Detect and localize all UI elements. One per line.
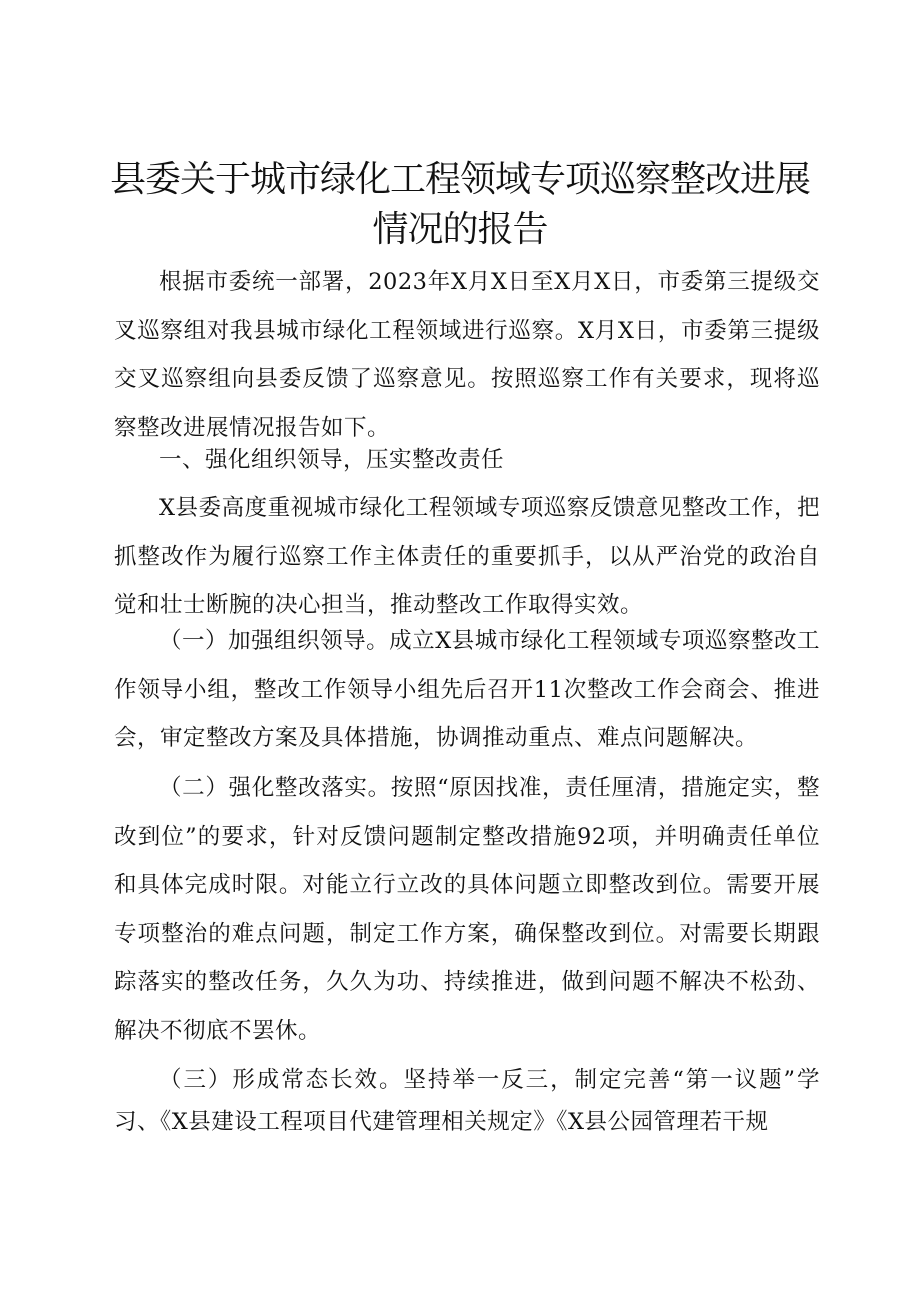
intro-paragraph: 根据市委统一部署，2023年X月X日至X月X日，市委第三提级交叉巡察组对我县城市绿化工程领域进行巡察。X月X日，市委第三提级交叉巡察组向县委反馈了巡察意见。按照巡察工作有关要求，现将巡察整改进展情况报告如下。 bbox=[114, 269, 820, 441]
document-title-line2: 情况的报告 bbox=[372, 209, 548, 250]
section1-paragraph: X县委高度重视城市绿化工程领域专项巡察反馈意见整改工作，把抓整改作为履行巡察工作主体责任的重要抓手，以从严治党的政治自觉和壮士断腕的决心担当，推动整改工作取得实效。 bbox=[114, 495, 820, 618]
subsection1-paragraph: （一）加强组织领导。成立X县城市绿化工程领域专项巡察整改工作领导小组，整改工作领导小组先后召开11次整改工作会商会、推进会，审定整改方案及具体措施，协调推动重点、难点问题解决。 bbox=[114, 628, 820, 751]
subsection2-paragraph: （二）强化整改落实。按照“原因找准，责任厘清，措施定实，整改到位”的要求，针对反馈问题制定整改措施92项，并明确责任单位和具体完成时限。对能立行立改的具体问题立即整改到位。需要开展专项整治的难点问题，制定工作方案，确保整改到位。对需要长期跟踪落实的整改任务，久久为功、持续推进，做到问题不解决不松劲、解决不彻底不罢休。 bbox=[114, 775, 820, 1044]
section-heading-1: 一、强化组织领导，压实整改责任 bbox=[159, 447, 505, 473]
subsection3-paragraph: （三）形成常态长效。坚持举一反三，制定完善“第一议题”学习、《X县建设工程项目代建管理相关规定》《X县公园管理若干规 bbox=[114, 1067, 820, 1135]
document-title-line1: 县委关于城市绿化工程领域专项巡察整改进展 bbox=[110, 159, 811, 200]
